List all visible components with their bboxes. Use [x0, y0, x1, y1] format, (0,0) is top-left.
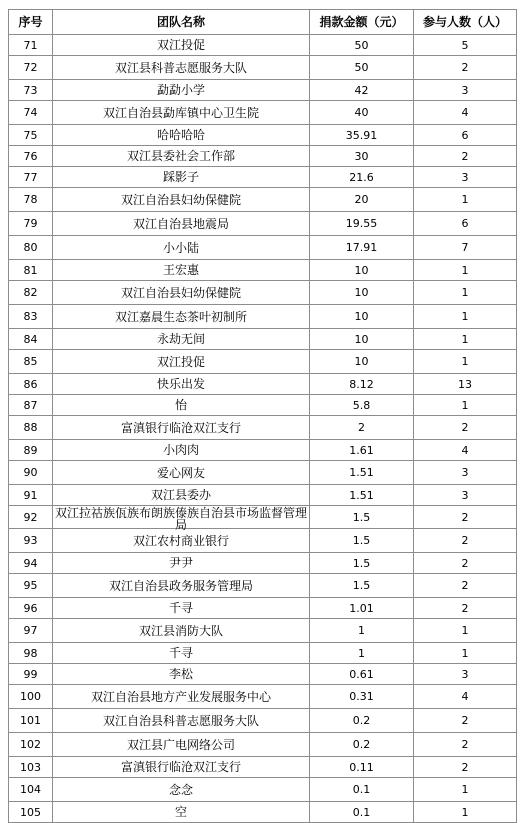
cell-team-name: 双江自治县勐库镇中心卫生院	[53, 101, 310, 125]
table-row	[9, 416, 517, 440]
cell-donation-amount: 0.1	[310, 778, 414, 802]
table-row	[9, 643, 517, 664]
table-row	[9, 101, 517, 125]
cell-index: 103	[9, 757, 53, 778]
cell-donation-amount: 20	[310, 188, 414, 212]
table-row	[9, 709, 517, 733]
cell-team-name: 王宏惠	[53, 260, 310, 281]
cell-participant-count: 1	[414, 329, 517, 350]
table-row	[9, 664, 517, 685]
cell-participant-count: 2	[414, 757, 517, 778]
cell-donation-amount: 0.2	[310, 709, 414, 733]
cell-team-name: 双江县科普志愿服务大队	[53, 56, 310, 80]
cell-index: 89	[9, 440, 53, 461]
cell-participant-count: 1	[414, 188, 517, 212]
header-index: 序号	[9, 10, 53, 35]
cell-participant-count: 2	[414, 553, 517, 574]
cell-index: 73	[9, 80, 53, 101]
table-row	[9, 236, 517, 260]
cell-team-name: 哈哈哈哈	[53, 125, 310, 146]
cell-team-name: 双江县消防大队	[53, 619, 310, 643]
cell-team-name: 千寻	[53, 643, 310, 664]
table-row	[9, 461, 517, 485]
cell-donation-amount: 10	[310, 281, 414, 305]
table-row	[9, 305, 517, 329]
cell-team-name	[53, 506, 310, 532]
cell-participant-count: 2	[414, 506, 517, 529]
cell-index: 94	[9, 553, 53, 574]
cell-participant-count: 1	[414, 350, 517, 374]
cell-donation-amount: 50	[310, 35, 414, 56]
cell-index: 90	[9, 461, 53, 485]
cell-team-name: 双江县委办	[53, 485, 310, 506]
cell-index: 82	[9, 281, 53, 305]
cell-donation-amount: 10	[310, 350, 414, 374]
table-body	[9, 35, 517, 823]
table-row	[9, 212, 517, 236]
cell-team-name: 怡	[53, 395, 310, 416]
table-row	[9, 80, 517, 101]
cell-participant-count: 1	[414, 395, 517, 416]
cell-index: 77	[9, 167, 53, 188]
cell-index: 93	[9, 529, 53, 553]
cell-participant-count: 6	[414, 125, 517, 146]
cell-team-name: 双江自治县政务服务管理局	[53, 574, 310, 598]
cell-index: 76	[9, 146, 53, 167]
table-row	[9, 440, 517, 461]
cell-donation-amount: 0.11	[310, 757, 414, 778]
table-row	[9, 188, 517, 212]
cell-donation-amount: 1.5	[310, 529, 414, 553]
cell-index: 81	[9, 260, 53, 281]
cell-participant-count: 5	[414, 35, 517, 56]
table-header-row	[9, 10, 517, 35]
cell-donation-amount: 0.2	[310, 733, 414, 757]
cell-participant-count: 3	[414, 664, 517, 685]
cell-donation-amount: 42	[310, 80, 414, 101]
table-row	[9, 35, 517, 56]
cell-donation-amount: 1.5	[310, 574, 414, 598]
cell-donation-amount: 8.12	[310, 374, 414, 395]
cell-donation-amount: 30	[310, 146, 414, 167]
cell-donation-amount: 17.91	[310, 236, 414, 260]
cell-participant-count: 2	[414, 529, 517, 553]
table-row	[9, 778, 517, 802]
table-row	[9, 329, 517, 350]
cell-participant-count: 2	[414, 146, 517, 167]
table-row	[9, 529, 517, 553]
cell-team-name: 双江县广电网络公司	[53, 733, 310, 757]
cell-donation-amount: 0.31	[310, 685, 414, 709]
cell-index: 85	[9, 350, 53, 374]
table-row	[9, 260, 517, 281]
cell-index: 84	[9, 329, 53, 350]
table-row	[9, 598, 517, 619]
cell-donation-amount: 10	[310, 260, 414, 281]
cell-donation-amount: 2	[310, 416, 414, 440]
table-row	[9, 506, 517, 529]
cell-participant-count: 4	[414, 440, 517, 461]
cell-team-name: 尹尹	[53, 553, 310, 574]
cell-team-name: 双江县委社会工作部	[53, 146, 310, 167]
cell-index: 71	[9, 35, 53, 56]
cell-team-name: 双江自治县地震局	[53, 212, 310, 236]
cell-donation-amount: 0.61	[310, 664, 414, 685]
cell-team-name: 双江农村商业银行	[53, 529, 310, 553]
table-row	[9, 374, 517, 395]
cell-index: 95	[9, 574, 53, 598]
table-row	[9, 125, 517, 146]
table-row	[9, 167, 517, 188]
cell-team-name: 永劫无间	[53, 329, 310, 350]
cell-team-name: 快乐出发	[53, 374, 310, 395]
cell-index: 86	[9, 374, 53, 395]
cell-team-name: 爱心网友	[53, 461, 310, 485]
cell-donation-amount: 50	[310, 56, 414, 80]
cell-index: 102	[9, 733, 53, 757]
cell-team-name: 念念	[53, 778, 310, 802]
cell-index: 105	[9, 802, 53, 823]
table-row	[9, 685, 517, 709]
cell-participant-count: 3	[414, 461, 517, 485]
table-row	[9, 619, 517, 643]
cell-donation-amount: 21.6	[310, 167, 414, 188]
cell-index: 80	[9, 236, 53, 260]
cell-donation-amount: 19.55	[310, 212, 414, 236]
cell-donation-amount: 1.51	[310, 485, 414, 506]
cell-index: 96	[9, 598, 53, 619]
cell-team-name: 双江自治县地方产业发展服务中心	[53, 685, 310, 709]
cell-participant-count: 4	[414, 101, 517, 125]
cell-index: 104	[9, 778, 53, 802]
cell-donation-amount: 1.5	[310, 506, 414, 529]
table-row	[9, 574, 517, 598]
cell-team-name: 双江嘉晨生态茶叶初制所	[53, 305, 310, 329]
cell-donation-amount: 35.91	[310, 125, 414, 146]
cell-participant-count: 3	[414, 80, 517, 101]
table-row	[9, 56, 517, 80]
cell-team-name: 小小陆	[53, 236, 310, 260]
cell-participant-count: 1	[414, 305, 517, 329]
cell-team-name: 双江自治县妇幼保健院	[53, 188, 310, 212]
table-row	[9, 146, 517, 167]
cell-index: 83	[9, 305, 53, 329]
cell-participant-count: 1	[414, 802, 517, 823]
cell-participant-count: 1	[414, 281, 517, 305]
cell-index: 99	[9, 664, 53, 685]
cell-team-name: 双江投促	[53, 35, 310, 56]
cell-donation-amount: 1	[310, 643, 414, 664]
cell-participant-count: 6	[414, 212, 517, 236]
cell-index: 98	[9, 643, 53, 664]
cell-index: 75	[9, 125, 53, 146]
cell-donation-amount: 1.61	[310, 440, 414, 461]
cell-participant-count: 3	[414, 485, 517, 506]
cell-index: 100	[9, 685, 53, 709]
cell-team-name: 小肉肉	[53, 440, 310, 461]
table-row	[9, 802, 517, 823]
cell-participant-count: 2	[414, 733, 517, 757]
cell-participant-count: 1	[414, 778, 517, 802]
cell-donation-amount: 40	[310, 101, 414, 125]
cell-participant-count: 2	[414, 574, 517, 598]
cell-index: 87	[9, 395, 53, 416]
cell-index: 78	[9, 188, 53, 212]
cell-team-name: 千寻	[53, 598, 310, 619]
cell-donation-amount: 10	[310, 305, 414, 329]
cell-index: 88	[9, 416, 53, 440]
cell-donation-amount: 5.8	[310, 395, 414, 416]
cell-participant-count: 1	[414, 643, 517, 664]
cell-team-name-text: 双江拉祜族佤族布朗族傣族自治县市场监督管理局	[54, 506, 307, 532]
cell-team-name: 空	[53, 802, 310, 823]
cell-index: 91	[9, 485, 53, 506]
donation-table	[8, 9, 517, 823]
table-row	[9, 281, 517, 305]
cell-donation-amount: 1.51	[310, 461, 414, 485]
cell-participant-count: 7	[414, 236, 517, 260]
cell-index: 79	[9, 212, 53, 236]
table-row	[9, 757, 517, 778]
cell-team-name: 踩影子	[53, 167, 310, 188]
cell-team-name: 勐勐小学	[53, 80, 310, 101]
header-participant-count: 参与人数（人）	[414, 10, 517, 35]
cell-participant-count: 13	[414, 374, 517, 395]
cell-team-name: 李松	[53, 664, 310, 685]
table-row	[9, 485, 517, 506]
cell-team-name: 双江投促	[53, 350, 310, 374]
cell-participant-count: 1	[414, 260, 517, 281]
cell-team-name: 双江自治县妇幼保健院	[53, 281, 310, 305]
cell-participant-count: 2	[414, 709, 517, 733]
cell-index: 74	[9, 101, 53, 125]
cell-index: 92	[9, 506, 53, 529]
cell-team-name: 富滇银行临沧双江支行	[53, 757, 310, 778]
cell-participant-count: 3	[414, 167, 517, 188]
table-row	[9, 553, 517, 574]
table-row	[9, 395, 517, 416]
cell-donation-amount: 1.01	[310, 598, 414, 619]
table-row	[9, 350, 517, 374]
header-donation-amount: 捐款金额（元）	[310, 10, 414, 35]
cell-donation-amount: 1.5	[310, 553, 414, 574]
cell-index: 72	[9, 56, 53, 80]
table-row	[9, 733, 517, 757]
cell-donation-amount: 10	[310, 329, 414, 350]
cell-team-name: 双江自治县科普志愿服务大队	[53, 709, 310, 733]
cell-participant-count: 4	[414, 685, 517, 709]
header-team-name: 团队名称	[53, 10, 310, 35]
cell-index: 101	[9, 709, 53, 733]
cell-donation-amount: 0.1	[310, 802, 414, 823]
cell-donation-amount: 1	[310, 619, 414, 643]
cell-participant-count: 2	[414, 598, 517, 619]
cell-participant-count: 1	[414, 619, 517, 643]
cell-participant-count: 2	[414, 56, 517, 80]
cell-team-name: 富滇银行临沧双江支行	[53, 416, 310, 440]
cell-participant-count: 2	[414, 416, 517, 440]
cell-index: 97	[9, 619, 53, 643]
